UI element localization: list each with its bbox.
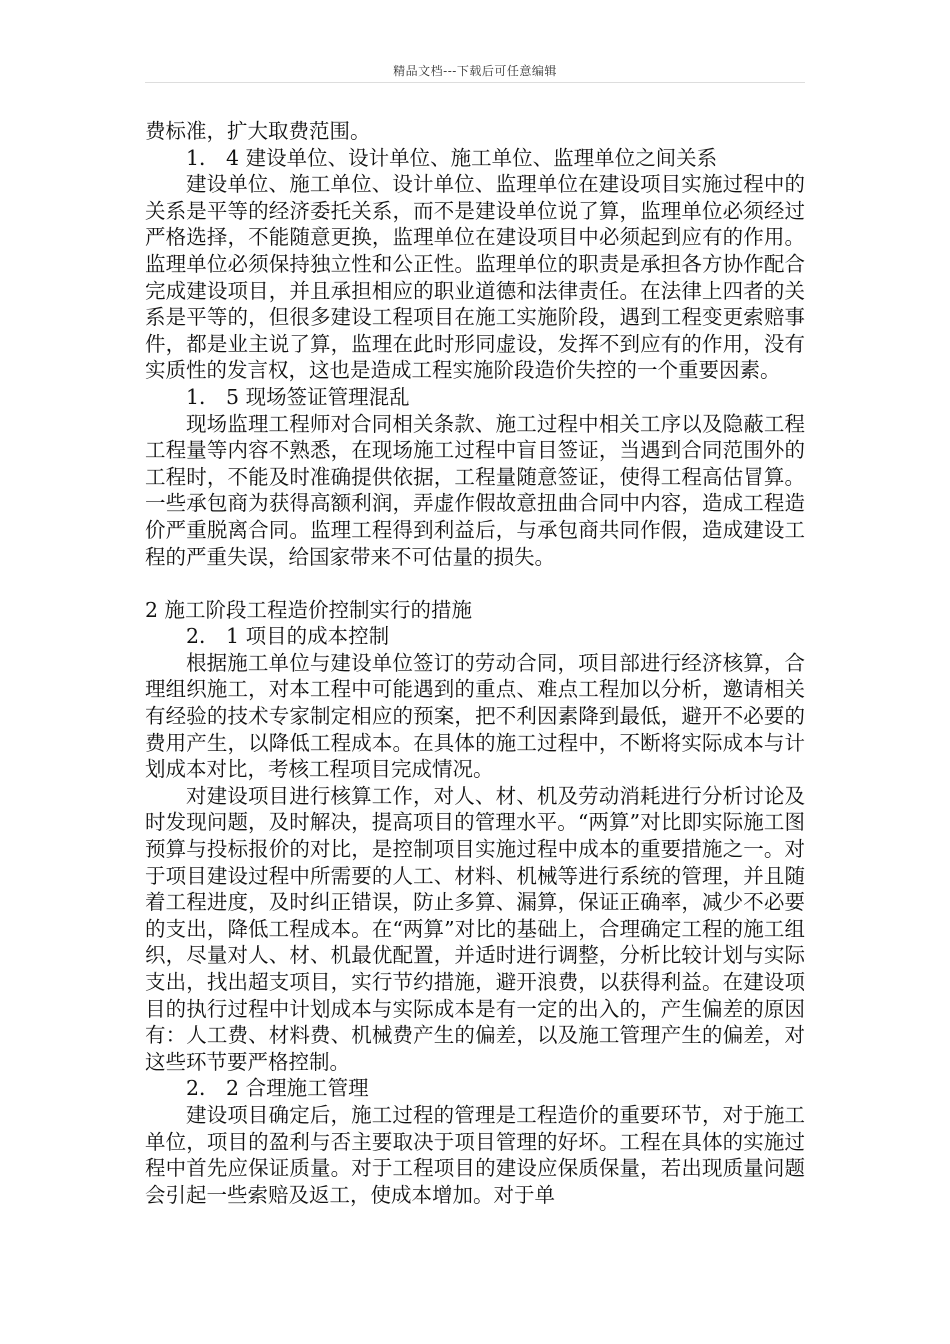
section-heading-2-1: 2． 1 项目的成本控制: [186, 624, 390, 649]
page-header: 精品文档---下载后可任意编辑: [393, 64, 557, 78]
blank-line: [145, 570, 805, 597]
chapter-heading-2: 2 施工阶段工程造价控制实行的措施: [145, 597, 473, 622]
paragraph-1-4: 建设单位、施工单位、设计单位、监理单位在建设项目实施过程中的关系是平等的经济委托关系，而不是建设单位说了算，监理单位必须经过严格选择，不能随意更换，监理单位在建设项目中必须起到应有的作用。监理单位必须保持独立性和公正性。监理单位的职责是承担各方协作配合完成建设项目，并且承担相应的职业道德和法律责任。在法律上四者的关系是平等的，但很多建设工程项目在施工实施阶段，遇到工程变更索赔事件，都是业主说了算，监理在此时形同虚设，发挥不到应有的作用，没有实质性的发言权，这也是造成工程实施阶段造价失控的一个重要因素。: [145, 172, 805, 383]
section-heading-1-5: 1． 5 现场签证管理混乱: [186, 384, 410, 409]
paragraph-2-1-a: 根据施工单位与建设单位签订的劳动合同，项目部进行经济核算，合理组织施工，对本工程中可能遇到的重点、难点工程加以分析，邀请相关有经验的技术专家制定相应的预案，把不利因素降到最低，避开不必要的费用产生，以降低工程成本。在具体的施工过程中，不断将实际成本与计划成本对比，考核工程项目完成情况。: [145, 650, 805, 782]
document-body: [145, 118, 805, 1208]
paragraph-continuation: 费标准，扩大取费范围。: [145, 119, 371, 143]
paragraph-2-2: 建设项目确定后，施工过程的管理是工程造价的重要环节，对于施工单位，项目的盈利与否主要取决于项目管理的好坏。工程在具体的实施过程中首先应保证质量。对于工程项目的建设应保质保量，若出现质量问题会引起一些索赔及返工，使成本增加。对于单: [145, 1102, 805, 1207]
section-heading-1-4: 1． 4 建设单位、设计单位、施工单位、监理单位之间关系: [186, 145, 718, 170]
paragraph-1-5: 现场监理工程师对合同相关条款、施工过程中相关工序以及隐蔽工程工程量等内容不熟悉，在现场施工过程中盲目签证，当遇到合同范围外的工程时，不能及时准确提供依据，工程量随意签证，使得工程高估冒算。一些承包商为获得高额利润，弄虚作假故意扭曲合同中内容，造成工程造价严重脱离合同。监理工程得到利益后，与承包商共同作假，造成建设工程的严重失误，给国家带来不可估量的损失。: [145, 411, 805, 569]
section-heading-2-2: 2． 2 合理施工管理: [186, 1076, 369, 1101]
header-divider: [145, 82, 805, 83]
paragraph-2-1-b: 对建设项目进行核算工作，对人、材、机及劳动消耗进行分析讨论及时发现问题，及时解决，提高项目的管理水平。“两算”对比即实际施工图预算与投标报价的对比，是控制项目实施过程中成本的重要措施之一。对于项目建设过程中所需要的人工、材料、机械等进行系统的管理，并且随着工程进度，及时纠正错误，防止多算、漏算，保证正确率，减少不必要的支出，降低工程成本。在“两算”对比的基础上，合理确定工程的施工组织，尽量对人、材、机最优配置，并适时进行调整，分析比较计划与实际支出，找出超支项目，实行节约措施，避开浪费，以获得利益。在建设项目的执行过程中计划成本与实际成本是有一定的出入的，产生偏差的原因有：人工费、材料费、机械费产生的偏差，以及施工管理产生的偏差，对这些环节要严格控制。: [145, 783, 805, 1074]
